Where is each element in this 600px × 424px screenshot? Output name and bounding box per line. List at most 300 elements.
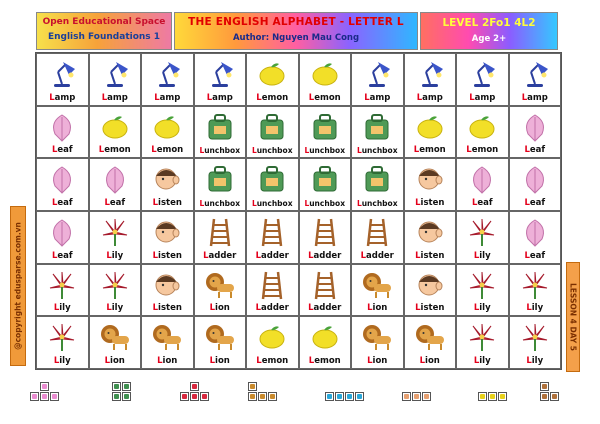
word-rest: adder xyxy=(313,303,342,314)
word-first-letter: L xyxy=(416,92,423,103)
lunchbox-icon xyxy=(308,112,342,142)
word-first-letter: L xyxy=(413,145,420,156)
word-label xyxy=(300,146,351,155)
word-first-letter: L xyxy=(104,198,110,208)
lily-icon xyxy=(45,322,79,352)
lemon-icon xyxy=(255,59,289,89)
listen-icon xyxy=(412,392,421,401)
word-first-letter: L xyxy=(473,303,480,314)
listen-icon xyxy=(422,392,431,401)
lamp-icon xyxy=(98,59,132,89)
word-first-letter: L xyxy=(526,356,532,366)
lunchbox-icon xyxy=(360,164,394,194)
word-rest: amp xyxy=(474,92,496,103)
word-first-letter: L xyxy=(471,198,478,208)
lunchbox-icon xyxy=(203,112,237,142)
lemon-icon xyxy=(308,59,342,89)
word-label xyxy=(510,145,561,155)
word-first-letter: L xyxy=(104,356,111,366)
lemon-icon xyxy=(498,392,507,401)
word-label xyxy=(457,303,508,313)
word-card xyxy=(299,158,352,211)
listen-icon xyxy=(325,392,334,401)
word-rest: ily xyxy=(59,303,71,314)
word-card xyxy=(351,106,404,159)
author-line: Author: Nguyen Mau Cong xyxy=(232,33,360,43)
word-first-letter: L xyxy=(419,356,426,366)
lemon-icon xyxy=(308,322,342,352)
word-label xyxy=(300,303,351,313)
lamp-icon xyxy=(518,59,552,89)
leaf-icon xyxy=(45,217,79,247)
word-card xyxy=(351,53,404,106)
lemon-icon xyxy=(478,392,487,401)
lunchbox-icon xyxy=(255,164,289,194)
word-rest: ily xyxy=(531,303,544,314)
leaf-icon xyxy=(518,164,552,194)
word-rest: unchbox xyxy=(309,199,346,208)
lunchbox-icon xyxy=(203,164,237,194)
word-rest: isten xyxy=(158,303,182,314)
word-label xyxy=(247,146,298,155)
leaf-icon xyxy=(518,112,552,142)
word-card xyxy=(141,264,194,317)
leaf-icon xyxy=(50,392,59,401)
leaf-icon xyxy=(465,164,499,194)
word-first-letter: L xyxy=(206,92,213,103)
word-grid xyxy=(35,52,562,370)
word-card xyxy=(299,316,352,369)
word-label xyxy=(195,251,246,261)
word-card xyxy=(299,53,352,106)
word-card xyxy=(299,211,352,264)
word-first-letter: L xyxy=(356,199,362,208)
mini-cluster-leaf-icon xyxy=(30,382,74,410)
word-first-letter: L xyxy=(255,250,262,261)
word-label xyxy=(195,356,246,366)
word-label xyxy=(37,303,88,313)
word-rest: ion xyxy=(372,303,388,314)
word-first-letter: L xyxy=(106,250,112,261)
word-rest: ily xyxy=(59,356,71,366)
word-rest: unchbox xyxy=(361,199,398,208)
word-label xyxy=(247,251,298,261)
word-rest: eaf xyxy=(529,145,546,156)
word-rest: emon xyxy=(471,145,499,156)
lily-icon xyxy=(98,217,132,247)
word-label xyxy=(405,198,456,208)
word-first-letter: L xyxy=(51,250,58,261)
ladder-icon xyxy=(203,217,237,247)
word-first-letter: L xyxy=(251,146,257,156)
lunchbox-icon xyxy=(112,392,121,401)
word-card xyxy=(456,316,509,369)
header-level-banner xyxy=(420,12,558,50)
word-rest: ion xyxy=(215,356,230,366)
lily-icon xyxy=(518,322,552,352)
word-label xyxy=(510,198,561,208)
listen-icon xyxy=(150,164,184,194)
word-first-letter: L xyxy=(526,303,532,314)
word-rest: ion xyxy=(162,356,178,366)
word-card xyxy=(509,211,562,264)
word-label xyxy=(90,303,141,313)
leaf-icon xyxy=(30,392,39,401)
word-label xyxy=(352,251,403,261)
word-card xyxy=(456,264,509,317)
word-rest: unchbox xyxy=(361,146,398,156)
word-rest: ily xyxy=(111,250,124,261)
word-card xyxy=(509,316,562,369)
word-first-letter: L xyxy=(154,92,160,103)
level-label: LEVEL 2Fo1 4L2 xyxy=(442,17,536,29)
word-first-letter: L xyxy=(360,250,367,261)
word-card xyxy=(246,264,299,317)
lemon-icon xyxy=(150,112,184,142)
lamp-icon xyxy=(413,59,447,89)
listen-icon xyxy=(402,392,411,401)
word-label xyxy=(142,356,193,366)
ladder-icon xyxy=(360,217,394,247)
word-card xyxy=(194,106,247,159)
word-label xyxy=(195,199,246,208)
word-first-letter: L xyxy=(151,145,157,156)
lemon-icon xyxy=(98,112,132,142)
word-rest: unchbox xyxy=(309,146,346,156)
word-rest: amp xyxy=(159,92,181,103)
word-label xyxy=(142,303,193,313)
lunchbox-icon xyxy=(122,382,131,391)
word-first-letter: L xyxy=(473,356,480,366)
word-card xyxy=(36,106,89,159)
word-first-letter: L xyxy=(255,303,262,314)
word-first-letter: L xyxy=(251,199,257,208)
word-label xyxy=(37,251,88,261)
lunchbox-icon xyxy=(112,382,121,391)
word-label xyxy=(247,303,298,313)
lamp-icon xyxy=(45,59,79,89)
word-card xyxy=(509,106,562,159)
leaf-icon xyxy=(518,217,552,247)
word-label xyxy=(300,199,351,208)
word-label xyxy=(247,356,298,366)
word-rest: eaf xyxy=(109,198,126,208)
word-card xyxy=(246,53,299,106)
word-card xyxy=(456,106,509,159)
word-label xyxy=(300,93,351,103)
ladder-icon xyxy=(308,217,342,247)
word-rest: eaf xyxy=(529,198,546,208)
word-first-letter: L xyxy=(106,303,112,314)
word-card xyxy=(141,211,194,264)
word-card xyxy=(194,264,247,317)
word-rest: eaf xyxy=(57,198,73,208)
word-label xyxy=(247,93,298,103)
word-first-letter: L xyxy=(524,145,530,156)
lion-icon xyxy=(360,270,394,300)
word-card xyxy=(89,158,142,211)
lunchbox-icon xyxy=(308,164,342,194)
ladder-icon xyxy=(540,382,549,391)
word-card xyxy=(509,53,562,106)
word-card xyxy=(246,158,299,211)
ladder-icon xyxy=(540,392,549,401)
ladder-icon xyxy=(255,217,289,247)
word-card xyxy=(404,316,457,369)
lily-icon xyxy=(180,392,189,401)
word-rest: unchbox xyxy=(204,199,241,208)
lion-icon xyxy=(258,392,267,401)
word-first-letter: L xyxy=(521,92,528,103)
leaf-icon xyxy=(45,164,79,194)
lily-icon xyxy=(465,217,499,247)
lily-icon xyxy=(200,392,209,401)
lesson-text: LESSON 4 DAY 5 xyxy=(568,282,578,352)
word-card xyxy=(36,53,89,106)
word-first-letter: L xyxy=(308,250,314,261)
mini-cluster-lunchbox-icon xyxy=(112,382,156,410)
ladder-icon xyxy=(255,270,289,300)
lily-icon xyxy=(518,270,552,300)
page-title: THE ENGLISH ALPHABET - LETTER L xyxy=(188,16,404,28)
word-rest: eaf xyxy=(529,250,546,261)
listen-icon xyxy=(413,164,447,194)
word-card xyxy=(89,211,142,264)
word-label xyxy=(142,251,193,261)
word-label xyxy=(90,356,141,366)
word-card xyxy=(404,211,457,264)
lamp-icon xyxy=(465,59,499,89)
word-label xyxy=(142,93,193,103)
word-label xyxy=(37,93,88,103)
word-rest: adder xyxy=(208,250,237,261)
word-label xyxy=(457,251,508,261)
word-first-letter: L xyxy=(415,303,421,314)
word-rest: amp xyxy=(212,92,233,103)
word-label xyxy=(457,198,508,208)
lion-icon xyxy=(98,322,132,352)
lion-icon xyxy=(248,382,257,391)
lily-icon xyxy=(465,270,499,300)
leaf-icon xyxy=(40,382,49,391)
word-label xyxy=(405,303,456,313)
word-rest: isten xyxy=(420,250,445,261)
ladder-icon xyxy=(308,270,342,300)
word-rest: emon xyxy=(261,356,289,366)
listen-icon xyxy=(150,217,184,247)
word-card xyxy=(456,158,509,211)
word-rest: ion xyxy=(372,356,388,366)
lion-icon xyxy=(268,392,277,401)
lemon-icon xyxy=(488,392,497,401)
lunchbox-icon xyxy=(360,112,394,142)
word-label xyxy=(510,303,561,313)
word-label xyxy=(510,356,561,366)
word-rest: isten xyxy=(420,198,445,208)
word-card xyxy=(246,106,299,159)
lion-icon xyxy=(203,322,237,352)
word-label xyxy=(510,251,561,261)
word-card xyxy=(89,106,142,159)
word-card xyxy=(194,158,247,211)
word-first-letter: L xyxy=(51,145,58,156)
word-first-letter: L xyxy=(466,145,472,156)
word-label xyxy=(352,356,403,366)
word-rest: adder xyxy=(313,250,342,261)
word-card xyxy=(456,211,509,264)
word-first-letter: L xyxy=(53,356,60,366)
mini-cluster-ladder-icon xyxy=(540,382,584,410)
word-card xyxy=(509,158,562,211)
copyright-text: @copyright edusparse.com.vn xyxy=(13,222,23,350)
lily-icon xyxy=(190,392,199,401)
mini-cluster-lemon-icon xyxy=(478,382,522,410)
word-first-letter: L xyxy=(256,356,262,366)
word-label xyxy=(457,93,508,103)
word-card xyxy=(89,316,142,369)
word-first-letter: L xyxy=(157,356,163,366)
word-label xyxy=(352,199,403,208)
lily-icon xyxy=(190,382,199,391)
word-rest: amp xyxy=(527,92,548,103)
copyright-banner xyxy=(10,206,26,366)
word-first-letter: L xyxy=(524,250,530,261)
word-label xyxy=(352,146,403,155)
mini-cluster-lily-icon xyxy=(180,382,224,410)
word-rest: ily xyxy=(479,303,491,314)
word-card xyxy=(141,158,194,211)
word-label xyxy=(142,198,193,208)
word-card xyxy=(194,53,247,106)
word-first-letter: L xyxy=(98,145,105,156)
word-label xyxy=(195,93,246,103)
word-card xyxy=(351,316,404,369)
word-label xyxy=(457,356,508,366)
listen-icon xyxy=(355,392,364,401)
word-rest: emon xyxy=(419,145,446,156)
word-first-letter: L xyxy=(469,92,475,103)
word-card xyxy=(194,316,247,369)
lion-icon xyxy=(150,322,184,352)
word-label xyxy=(510,93,561,103)
lamp-icon xyxy=(360,59,394,89)
word-first-letter: L xyxy=(51,198,58,208)
word-first-letter: L xyxy=(49,92,55,103)
word-first-letter: L xyxy=(199,146,205,156)
listen-icon xyxy=(413,270,447,300)
word-rest: unchbox xyxy=(256,146,293,156)
word-card xyxy=(36,211,89,264)
word-first-letter: L xyxy=(203,250,209,261)
word-rest: adder xyxy=(261,303,289,314)
word-label xyxy=(247,199,298,208)
leaf-icon xyxy=(40,392,49,401)
word-first-letter: L xyxy=(209,303,216,314)
word-first-letter: L xyxy=(473,250,480,261)
word-card xyxy=(456,53,509,106)
lemon-icon xyxy=(255,322,289,352)
word-first-letter: L xyxy=(304,146,310,156)
word-rest: ily xyxy=(479,250,491,261)
word-card xyxy=(246,316,299,369)
lion-icon xyxy=(203,270,237,300)
word-label xyxy=(405,251,456,261)
header-left-banner xyxy=(36,12,172,50)
word-card xyxy=(299,106,352,159)
word-card xyxy=(351,264,404,317)
word-rest: eaf xyxy=(57,145,73,156)
word-card xyxy=(36,158,89,211)
word-label xyxy=(352,303,403,313)
word-rest: isten xyxy=(158,250,182,261)
org-name: Open Educational Space xyxy=(42,17,166,27)
mini-cluster-listen-icon xyxy=(402,382,446,410)
word-rest: ily xyxy=(531,356,544,366)
word-rest: amp xyxy=(422,92,443,103)
word-first-letter: L xyxy=(152,198,159,208)
word-label xyxy=(352,93,403,103)
word-label xyxy=(195,146,246,155)
course-name: English Foundations 1 xyxy=(47,32,161,42)
word-label xyxy=(37,198,88,208)
word-label xyxy=(405,145,456,155)
lunchbox-icon xyxy=(255,112,289,142)
lion-icon xyxy=(248,392,257,401)
lemon-icon xyxy=(413,112,447,142)
listen-icon xyxy=(413,217,447,247)
word-rest: emon xyxy=(156,145,184,156)
word-rest: emon xyxy=(314,92,341,103)
word-rest: ily xyxy=(479,356,491,366)
word-card xyxy=(141,316,194,369)
word-card xyxy=(36,316,89,369)
word-first-letter: L xyxy=(415,250,421,261)
word-card xyxy=(404,53,457,106)
word-rest: isten xyxy=(420,303,445,314)
word-first-letter: L xyxy=(524,198,530,208)
word-first-letter: L xyxy=(256,92,262,103)
word-label xyxy=(90,251,141,261)
header-title-banner xyxy=(174,12,418,50)
word-label xyxy=(405,356,456,366)
word-card xyxy=(194,211,247,264)
word-first-letter: L xyxy=(199,199,205,208)
leaf-icon xyxy=(98,164,132,194)
word-rest: amp xyxy=(54,92,76,103)
word-rest: eaf xyxy=(477,198,493,208)
mini-cluster-listen-icon xyxy=(325,382,369,410)
word-label xyxy=(457,145,508,155)
word-rest: adder xyxy=(261,250,289,261)
ladder-icon xyxy=(550,392,559,401)
word-first-letter: L xyxy=(364,92,370,103)
word-card xyxy=(404,264,457,317)
word-rest: ion xyxy=(425,356,440,366)
listen-icon xyxy=(345,392,354,401)
word-rest: emon xyxy=(314,356,341,366)
word-first-letter: L xyxy=(101,92,108,103)
word-first-letter: L xyxy=(152,250,159,261)
word-label xyxy=(90,145,141,155)
lion-icon xyxy=(413,322,447,352)
word-rest: emon xyxy=(261,92,289,103)
word-card xyxy=(404,158,457,211)
word-rest: adder xyxy=(366,250,394,261)
word-rest: ion xyxy=(110,356,125,366)
word-card xyxy=(351,211,404,264)
word-first-letter: L xyxy=(304,199,310,208)
word-first-letter: L xyxy=(308,356,315,366)
